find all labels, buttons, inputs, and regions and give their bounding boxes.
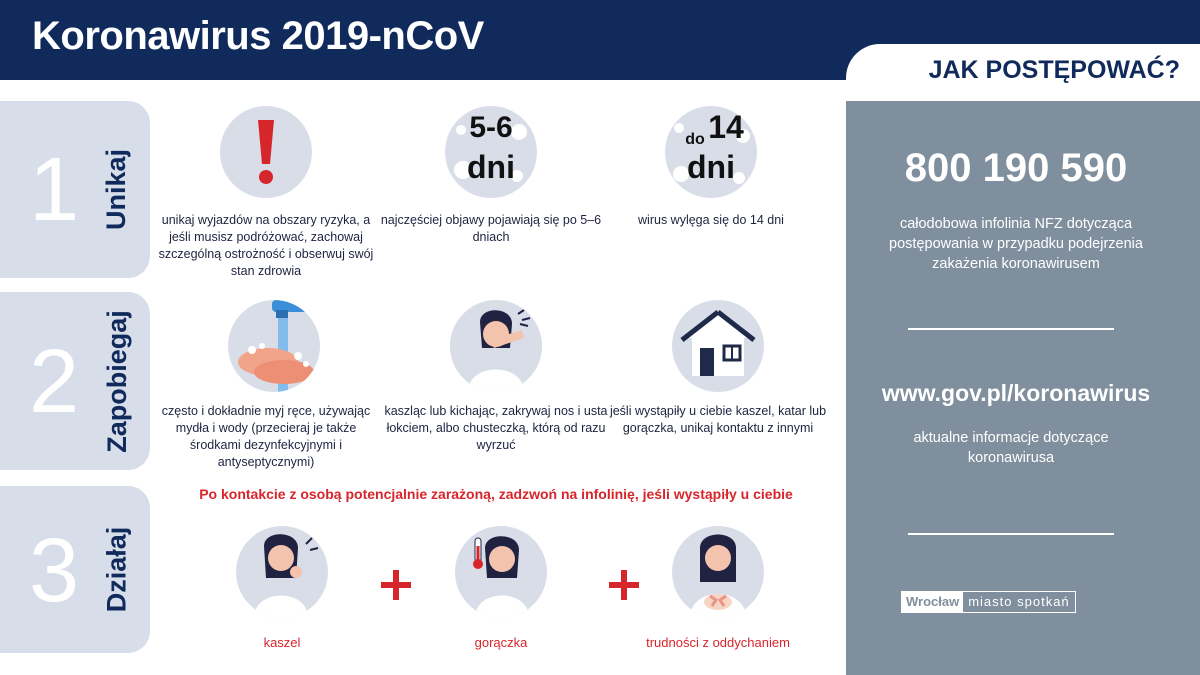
logo-main-text: Wrocław	[902, 592, 963, 612]
step-3-tab	[0, 486, 150, 653]
logo-sub-text: miasto spotkań	[968, 594, 1070, 609]
step-2-number: 2	[28, 332, 80, 432]
divider	[908, 533, 1114, 535]
symptom-fever-label: gorączka	[474, 635, 528, 650]
cough-icon	[236, 526, 328, 618]
step-1-tab	[0, 101, 150, 278]
plus-icon	[609, 570, 639, 600]
step-1-caption-2: najczęściej objawy pojawiają się po 5–6 dniach	[380, 213, 602, 244]
wroclaw-logo	[901, 591, 1076, 613]
website-description: aktualne informacje dotyczące koronawirusa	[913, 430, 1109, 466]
days-badge-sub: dni	[467, 149, 515, 185]
symptom-breathing-label: trudności z oddychaniem	[646, 635, 790, 650]
step-1-caption-3: wirus wylęga się do 14 dni	[638, 213, 784, 227]
header-question: JAK POSTĘPOWAĆ?	[928, 56, 1180, 84]
website-link[interactable]: www.gov.pl/koronawirus	[881, 380, 1151, 406]
step-3-label: Działaj	[101, 526, 132, 613]
step-2-label: Zapobiegaj	[101, 309, 132, 453]
hotline-number[interactable]: 800 190 590	[904, 146, 1128, 190]
days-badge-sub: dni	[687, 149, 735, 185]
step-2-caption-3: jeśli wystąpiły u ciebie kaszel, katar lub gorączka, unikaj kontaktu z innymi	[609, 404, 827, 435]
contact-alert: Po kontakcie z osobą potencjalnie zarażoną, zadzwoń na infolinię, jeśli wystąpiły u ciebie	[199, 486, 793, 502]
symptom-cough-label: kaszel	[263, 635, 301, 650]
breathing-icon	[672, 526, 764, 618]
sneeze-icon	[450, 300, 542, 392]
step-1-label: Unikaj	[101, 148, 132, 231]
step-2-caption-1: często i dokładnie myj ręce, używając mydła i wody (przecieraj je także środkami dezynfekcyjnymi i antyseptycznymi)	[161, 404, 371, 469]
days-badge-prefix: do	[685, 131, 705, 148]
exclamation-icon	[220, 106, 312, 198]
step-3-number: 3	[28, 521, 80, 621]
days-badge-main: 5-6	[469, 111, 513, 144]
step-1-caption-1: unikaj wyjazdów na obszary ryzyka, a jeśli musisz podróżować, zachowaj szczególną ostrożność i obserwuj swój stan zdrowia	[158, 213, 374, 278]
house-icon	[672, 300, 764, 392]
fever-icon	[455, 526, 547, 618]
hotline-description: całodobowa infolinia NFZ dotycząca postępowania w przypadku podejrzenia zakażenia koronawirusem	[889, 216, 1143, 272]
step-1-number: 1	[28, 140, 80, 240]
days-badge-main: 14	[708, 109, 744, 145]
step-2-caption-2: kaszląc lub kichając, zakrywaj nos i usta łokciem, albo chusteczką, którą od razu wyrzuć	[384, 404, 608, 452]
plus-icon	[381, 570, 411, 600]
page-title: Koronawirus 2019-nCoV	[32, 14, 484, 58]
divider	[908, 328, 1114, 330]
step-2-tab	[0, 292, 150, 470]
handwash-icon	[228, 300, 320, 392]
